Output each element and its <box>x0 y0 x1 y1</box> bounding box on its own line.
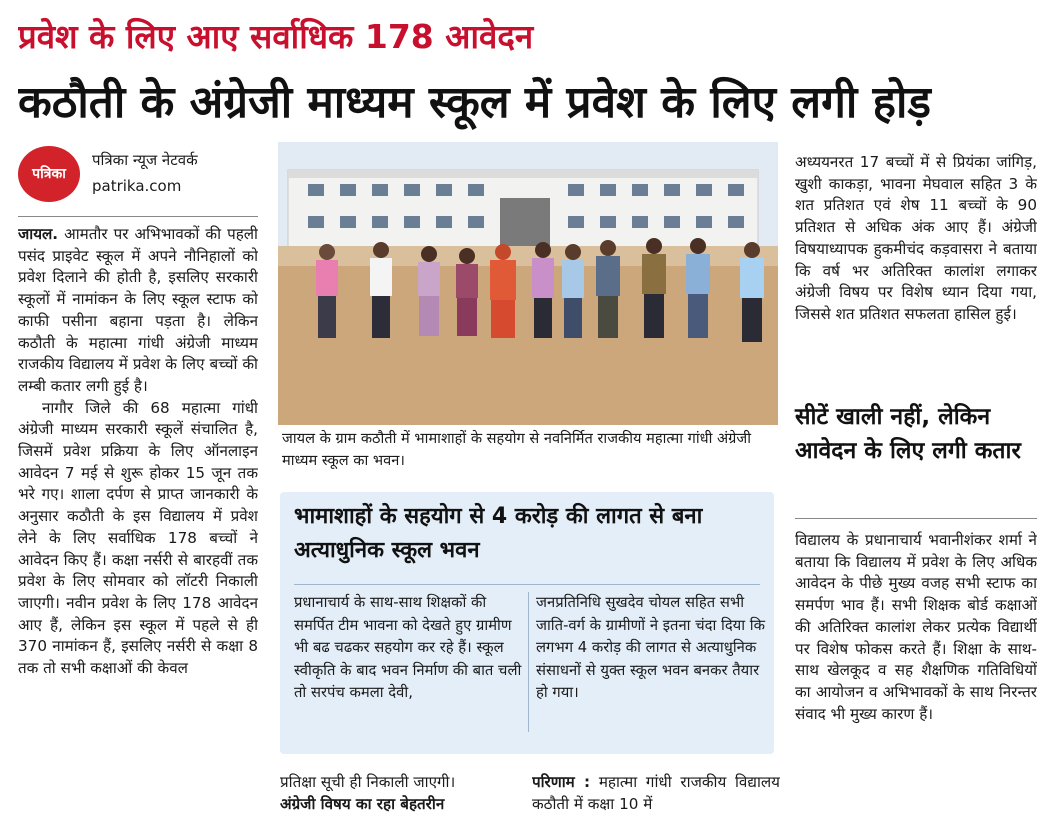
result-text: महात्मा गांधी राजकीय विद्यालय कठौती में कक्षा 10 में <box>532 773 780 813</box>
bottom-left-text <box>280 772 518 824</box>
result-label: परिणाम : <box>532 773 591 791</box>
left-paragraph-2: नागौर जिले की 68 महात्मा गांधी अंग्रेजी माध्यम सरकारी स्कूलें संचालित है, जिसमें प्रवेश प्रक्रिया के लिए ऑनलाइन आवेदन 7 मई से शुरू होकर 15 जून तक भरे गए। शाला दर्पण से प्राप्त जानकारी के अनुसार कठौती के इस विद्यालय में प्रवेश लेने के लिए सर्वाधिक 178 बच्चों ने आवेदन किए हैं। कक्षा नर्सरी से बारहवीं तक प्रवेश के लिए सोमवार को लॉटरी निकाली जाएगी। नवीन प्रवेश के लिए 178 आवेदन आए हैं, लेकिन इस स्कूल में पहले से ही 370 नामांकन हैं, इसलिए नर्सरी से कक्षा 8 तक तो सभी कक्षाओं की केवल <box>18 398 258 678</box>
right-column <box>795 152 1037 392</box>
box-column-1: प्रधानाचार्य के साथ-साथ शिक्षकों की समर्पित टीम भावना को देखते हुए ग्रामीण भी बढ चढकर सहयोग कर रहे हैं। स्कूल स्वीकृति के बाद भवन निर्माण की बात चली तो सरपंच कमला देवी, <box>294 594 522 701</box>
right-column-2 <box>795 530 1037 825</box>
box-title: भामाशाहों के सहयोग से 4 करोड़ की लागत से बना अत्याधुनिक स्कूल भवन <box>294 504 703 563</box>
photo-caption: जायल के ग्राम कठौती में भामाशाहों के सहयोग से नवनिर्मित राजकीय महात्मा गांधी अंग्रेजी माध्यम स्कूल का भवन। <box>282 430 751 469</box>
highlight-box <box>280 492 774 754</box>
bottom-left-subhead: अंग्रेजी विषय का रहा बेहतरीन <box>280 794 445 813</box>
box-column-divider <box>528 592 529 732</box>
subhead-divider <box>795 518 1037 519</box>
right-subhead: सीटें खाली नहीं, लेकिन आवेदन के लिए लगी कतार <box>795 404 1021 464</box>
bottom-left-line: प्रतिक्षा सूची ही निकाली जाएगी। <box>280 773 456 791</box>
byline <box>18 146 258 206</box>
patrika-logo: पत्रिका <box>18 146 80 202</box>
school-building-photo <box>278 142 778 425</box>
box-column-2: जनप्रतिनिधि सुखदेव चोयल सहित सभी जाति-वर्ग के ग्रामीणों ने इतना चंदा दिया कि लगभग 4 करोड़ की लागत से अत्याधुनिक संसाधनों से युक्त स्कूल भवन बनकर तैयार हो गया। <box>536 594 765 701</box>
left-column <box>18 224 258 824</box>
byline-site: patrika.com <box>92 177 182 195</box>
byline-network: पत्रिका न्यूज नेटवर्क <box>92 151 198 169</box>
photo-illustration <box>278 142 778 425</box>
left-paragraph-1: आमतौर पर अभिभावकों की पहली पसंद प्राइवेट स्कूल में अपने नौनिहालों को प्रवेश दिलाने की होती है, इसलिए सरकारी स्कूलों में नामांकन के लिए स्कूल स्टाफ को काफी पसीना बहाना पड़ता है। लेकिन कठौती के महात्मा गांधी अंग्रेजी माध्यम राजकीय विद्यालय में प्रवेश के लिए बच्चों की लम्बी कतार लगी हुई है। <box>18 225 258 395</box>
bottom-right-text <box>532 772 780 824</box>
dateline: जायल. <box>18 225 59 243</box>
byline-divider <box>18 216 258 217</box>
main-headline: कठौती के अंग्रेजी माध्यम स्कूल में प्रवेश के लिए लगी होड़ <box>18 77 931 128</box>
kicker-headline: प्रवेश के लिए आए सर्वाधिक 178 आवेदन <box>18 17 534 56</box>
box-title-divider <box>294 584 760 585</box>
right-paragraph-2: विद्यालय के प्रधानाचार्य भवानीशंकर शर्मा ने बताया कि विद्यालय में प्रवेश के लिए अधिक आवेदन के पीछे मुख्य वजह सभी स्टाफ का समर्पण भाव हैं। सभी शिक्षक बोर्ड कक्षाओं की अतिरिक्त कालांश लेकर प्रत्येक विद्यार्थी पर विशेष फोकस करते हैं। शिक्षा के साथ-साथ खेलकूद व सह शैक्षणिक गतिविधियों का आयोजन व अभिभावकों के साथ निरन्तर संवाद भी मुख्य कारण हैं। <box>795 531 1037 723</box>
right-paragraph-1: अध्ययनरत 17 बच्चों में से प्रियंका जांगिड़, खुशी काकड़ा, भावना मेघवाल सहित 3 के शत प्रतिशत एवं शेष 11 बच्चों के 90 प्रतिशत से अधिक अंक आए हैं। अंग्रेजी विषयाध्यापक हुकमीचंद कड़वासरा ने बताया कि वर्ष भर अतिरिक्त कालांश लगाकर अंग्रेजी विषय पर विशेष ध्यान दिया गया, जिससे शत प्रतिशत सफलता हासिल हुई। <box>795 153 1037 323</box>
